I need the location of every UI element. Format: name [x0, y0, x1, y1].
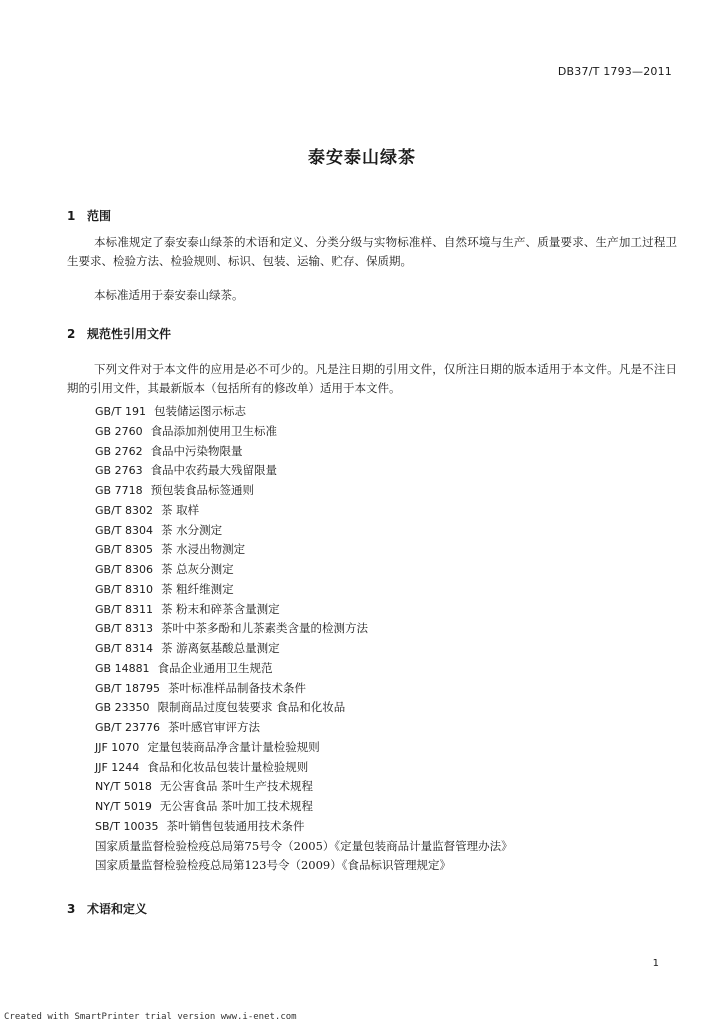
reference-item	[95, 402, 513, 422]
reference-code: SB/T 10035	[95, 819, 159, 833]
reference-title: 茶 总灰分测定	[161, 562, 234, 576]
reference-title: 食品企业通用卫生规范	[157, 660, 273, 675]
reference-item	[95, 540, 513, 560]
reference-list	[95, 402, 513, 876]
reference-title: 国家质量监督检验检疫总局第75号令（2005）《定量包装商品计量监督管理办法》	[95, 838, 513, 853]
reference-title: 无公害食品 茶叶加工技术规程	[159, 799, 314, 813]
reference-item	[95, 461, 513, 481]
reference-title: 茶叶中茶多酚和儿茶素类含量的检测方法	[161, 621, 368, 636]
reference-code: GB/T 8314	[95, 642, 153, 655]
reference-title: 茶 水分测定	[161, 522, 223, 537]
section-2-heading	[67, 325, 171, 342]
reference-item	[95, 758, 513, 778]
reference-item	[95, 738, 513, 758]
reference-title: 包装储运图示标志	[154, 404, 246, 418]
reference-title: 食品和化妆品包装计量检验规则	[147, 759, 309, 774]
reference-code: GB/T 8311	[95, 602, 153, 616]
standard-code: DB37/T 1793—2011	[557, 65, 672, 78]
reference-title: 茶 粗纤维测定	[161, 581, 234, 596]
reference-title: 限制商品过度包装要求 食品和化妆品	[157, 700, 346, 715]
reference-item	[95, 856, 513, 876]
reference-title: 国家质量监督检验检疫总局第123号令（2009）《食品标识管理规定》	[95, 858, 451, 873]
section-number: 1	[67, 209, 76, 223]
reference-title: 预包装食品标签通则	[150, 483, 255, 497]
reference-item	[95, 600, 513, 620]
reference-item	[95, 521, 513, 541]
reference-title: 茶 水浸出物测定	[161, 542, 246, 557]
section-title: 术语和定义	[87, 902, 148, 916]
reference-title: 茶 粉末和碎茶含量测定	[161, 601, 280, 616]
section-title: 规范性引用文件	[87, 327, 172, 341]
reference-code: GB 14881	[95, 661, 150, 675]
reference-item	[95, 422, 513, 442]
reference-code: GB/T 8310	[95, 582, 153, 596]
reference-code: GB/T 191	[95, 405, 146, 418]
reference-code: JJF 1070	[95, 740, 140, 754]
reference-item	[95, 619, 513, 639]
reference-code: NY/T 5019	[95, 800, 152, 813]
reference-title: 茶叶感官审评方法	[168, 720, 260, 734]
reference-code: GB/T 8313	[95, 622, 153, 636]
reference-item	[95, 837, 513, 857]
scope-paragraph: 本标准规定了泰安泰山绿茶的术语和定义、分类分级与实物标准样、自然环境与生产、质量要求、生产加工过程卫生要求、检验方法、检验规则、标识、包装、运输、贮存、保质期。	[67, 235, 677, 268]
section-title: 范围	[87, 209, 112, 223]
reference-code: GB 2760	[95, 424, 143, 438]
watermark: Created with SmartPrinter trial version www.i-enet.com	[4, 1012, 297, 1022]
reference-code: GB 7718	[95, 484, 143, 497]
reference-item	[95, 777, 513, 797]
reference-item	[95, 679, 513, 699]
reference-item	[95, 442, 513, 462]
section-number: 3	[67, 902, 76, 916]
reference-code: GB 2763	[95, 464, 143, 478]
reference-code: GB 2762	[95, 444, 143, 458]
reference-title: 茶叶销售包装通用技术条件	[166, 818, 305, 833]
reference-code: GB/T 8304	[95, 523, 153, 537]
reference-title: 茶 取样	[161, 502, 200, 517]
reference-item	[95, 560, 513, 580]
reference-code: GB/T 8302	[95, 503, 153, 517]
page-number: 1	[652, 958, 659, 969]
reference-item	[95, 718, 513, 738]
reference-code: GB 23350	[95, 701, 150, 715]
reference-item	[95, 639, 513, 659]
reference-item	[95, 481, 513, 501]
reference-title: 食品添加剂使用卫生标准	[150, 423, 278, 438]
reference-item	[95, 817, 513, 837]
reference-code: GB/T 23776	[95, 721, 160, 734]
section-number: 2	[67, 327, 76, 341]
reference-title: 食品中污染物限量	[150, 443, 243, 458]
reference-title: 茶 游离氨基酸总量测定	[161, 641, 280, 655]
reference-title: 定量包装商品净含量计量检验规则	[147, 739, 320, 754]
reference-code: GB/T 8306	[95, 563, 153, 576]
document-title: 泰安泰山绿茶	[308, 148, 416, 168]
reference-code: GB/T 18795	[95, 681, 160, 695]
reference-item	[95, 659, 513, 679]
section-1-heading	[67, 207, 111, 224]
reference-item	[95, 698, 513, 718]
section-3-heading	[67, 900, 147, 917]
reference-code: GB/T 8305	[95, 543, 153, 557]
reference-item	[95, 797, 513, 817]
scope-applicability: 本标准适用于泰安泰山绿茶。	[94, 288, 244, 302]
reference-code: JJF 1244	[95, 760, 140, 774]
normative-intro: 下列文件对于本文件的应用是必不可少的。凡是注日期的引用文件，仅所注日期的版本适用于本文件。凡是不注日期的引用文件，其最新版本（包括所有的修改单）适用于本文件。	[67, 362, 677, 395]
reference-item	[95, 580, 513, 600]
reference-title: 食品中农药最大残留限量	[150, 463, 278, 478]
reference-code: NY/T 5018	[95, 780, 152, 794]
reference-title: 茶叶标准样品制备技术条件	[168, 680, 306, 695]
reference-item	[95, 501, 513, 521]
reference-title: 无公害食品 茶叶生产技术规程	[159, 779, 314, 794]
